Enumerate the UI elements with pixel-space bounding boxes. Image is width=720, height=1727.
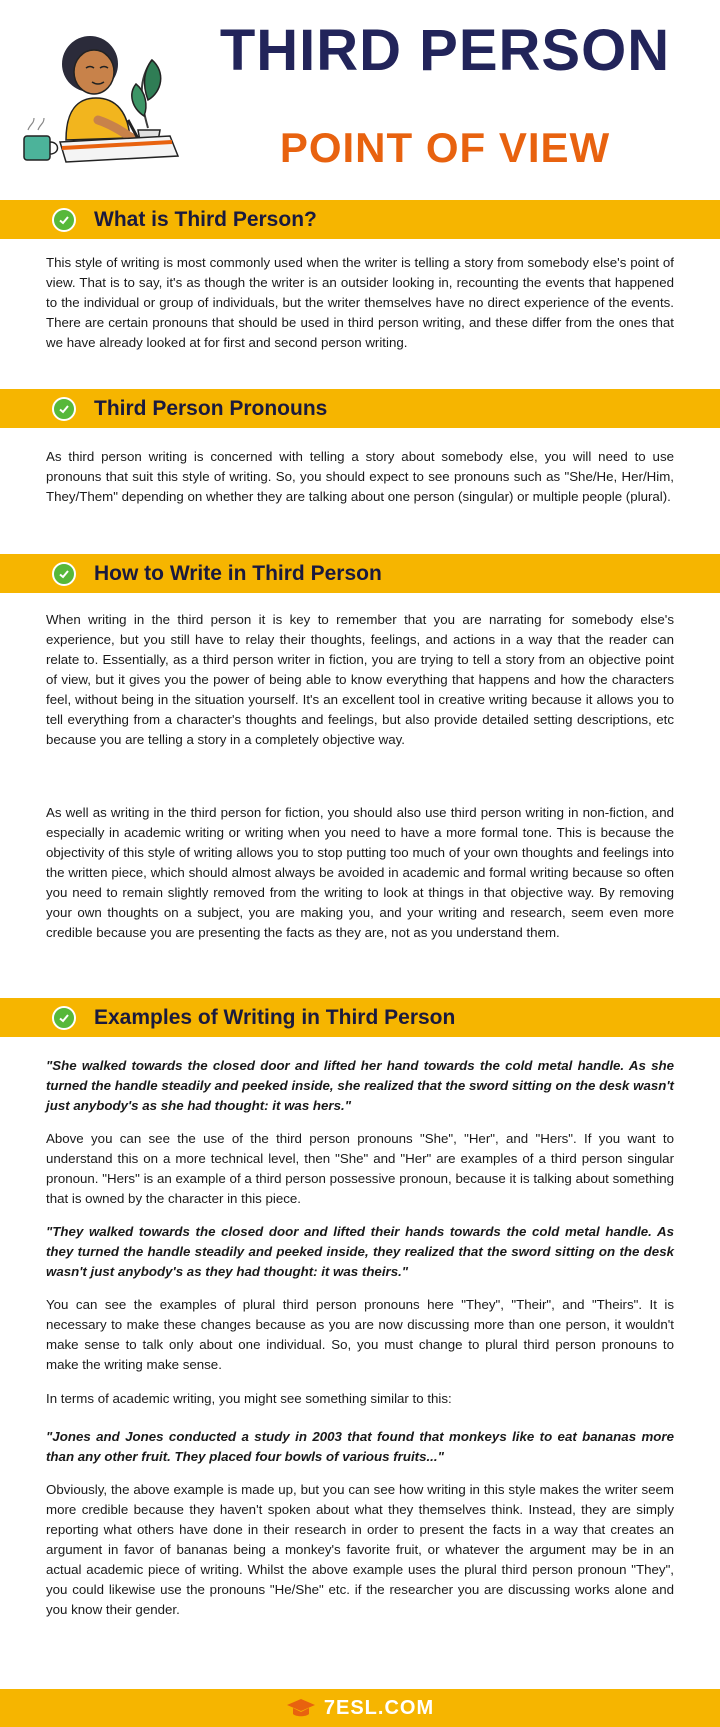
paragraph: In terms of academic writing, you might see something similar to this: [46,1391,452,1406]
paragraph: When writing in the third person it is key to remember that you are narrating for somebody else's experience, but you still have to relay their thoughts, feelings, and actions in a way that the reader can relate to. Essentially, as a third person writer in fiction, you are trying to tell a story from an objective point of view, but it gives you the power of being able to know everything that happens and how the characters feel, without being in the situation yourself. It's an excellent tool in creative writing because it allows you to tell everything from a character's thoughts and feelings, but also provide detailed setting descriptions, etc because you are telling a story in a completely objective way. [46,612,674,747]
check-icon [52,1006,76,1030]
footer [0,1689,720,1727]
student-writing-illustration [20,20,190,180]
paragraph: As well as writing in the third person for fiction, you should also use third person writing in non-fiction, and especially in academic writing or writing when you need to have a more formal tone. This is because the objectivity of this style of writing allows you to stop putting too much of your own thoughts and feelings into the written piece, which should almost always be avoided in academic and formal writing because so often you need to remain slightly removed from the writing to look at things in that objective way. By removing your own thoughts on a subject, you are making you, and your writing and research, seem even more credible because you are presenting the facts as they are, not as you understand them. [46,805,674,940]
footer-logo [286,1697,434,1720]
paragraph: Obviously, the above example is made up, but you can see how writing in this style makes the writer seem more credible because they haven't spoken about what they themselves think. Instead, they are simply reporting what others have done in their research in order to present the facts in a way that creates an argument in favor of bananas being a monkey's favorite fruit, or whatever the argument may be in an actual academic piece of writing. Whilst the above example uses the plural third person pronoun "They", you could likewise use the pronouns "He/She" etc. if the researcher you are discussing works alone and you know their gender. [46,1482,674,1617]
example-quote: "They walked towards the closed door and lifted their hands towards the cold metal handle. As they turned the handle steadily and peeked inside, they realized that the sword sitting on the desk wasn't just anybody's as they had thought: it was theirs." [46,1224,674,1279]
check-icon [52,208,76,232]
paragraph: As third person writing is concerned with telling a story about somebody else, you will need to use pronouns that suit this style of writing. So, you should expect to see pronouns such as "She/He, Her/Him, They/Them" depending on whether they are talking about one person (singular) or multiple people (plural). [46,449,674,504]
example-quote: "She walked towards the closed door and lifted her hand towards the cold metal handle. As she turned the handle steadily and peeked inside, she realized that the sword sitting on the desk wasn't just anybody's as she had thought: it was hers." [46,1058,674,1113]
page-subtitle: POINT OF VIEW [279,124,611,171]
paragraph: This style of writing is most commonly used when the writer is telling a story from somebody else's point of view. That is to say, it's as though the writer is an outsider looking in, recounting the events that happened to the individual or group of individuals, but the writer themselves have no direct experience of the events. There are certain pronouns that should be used in third person writing, and these differ from the ones that we have already looked at for first and second person writing. [46,255,674,350]
header [0,0,720,200]
paragraph: You can see the examples of plural third person pronouns here "They", "Their", and "Theirs". It is necessary to make these changes because as you are now discussing more than one person, it wouldn't make sense to talk only about one individual. So, you must change to plural third person pronouns to make the writing make sense. [46,1297,674,1372]
section-header-examples [0,998,720,1037]
graduation-cap-icon [286,1697,316,1719]
footer-brand: 7ESL.COM [323,1696,435,1719]
section-title: How to Write in Third Person [94,561,382,585]
section-header-how-to-write [0,554,720,593]
paragraph: Above you can see the use of the third person pronouns "She", "Her", and "Hers". If you want to understand this on a more technical level, then "She" and "Her" are examples of a third person singular pronoun. "Hers" is an example of a third person possessive pronoun, because it is talking about something that is owned by the character in this piece. [46,1131,674,1206]
check-icon [52,562,76,586]
page-title: THIRD PERSON [219,18,671,83]
section-title: Third Person Pronouns [94,396,328,420]
section-title: Examples of Writing in Third Person [94,1005,456,1029]
check-icon [52,397,76,421]
section-header-pronouns [0,389,720,428]
section-header-what-is [0,200,720,239]
example-quote: "Jones and Jones conducted a study in 2003 that found that monkeys like to eat bananas more than any other fruit. They placed four bowls of various fruits..." [46,1429,674,1464]
section-title: What is Third Person? [94,207,317,231]
